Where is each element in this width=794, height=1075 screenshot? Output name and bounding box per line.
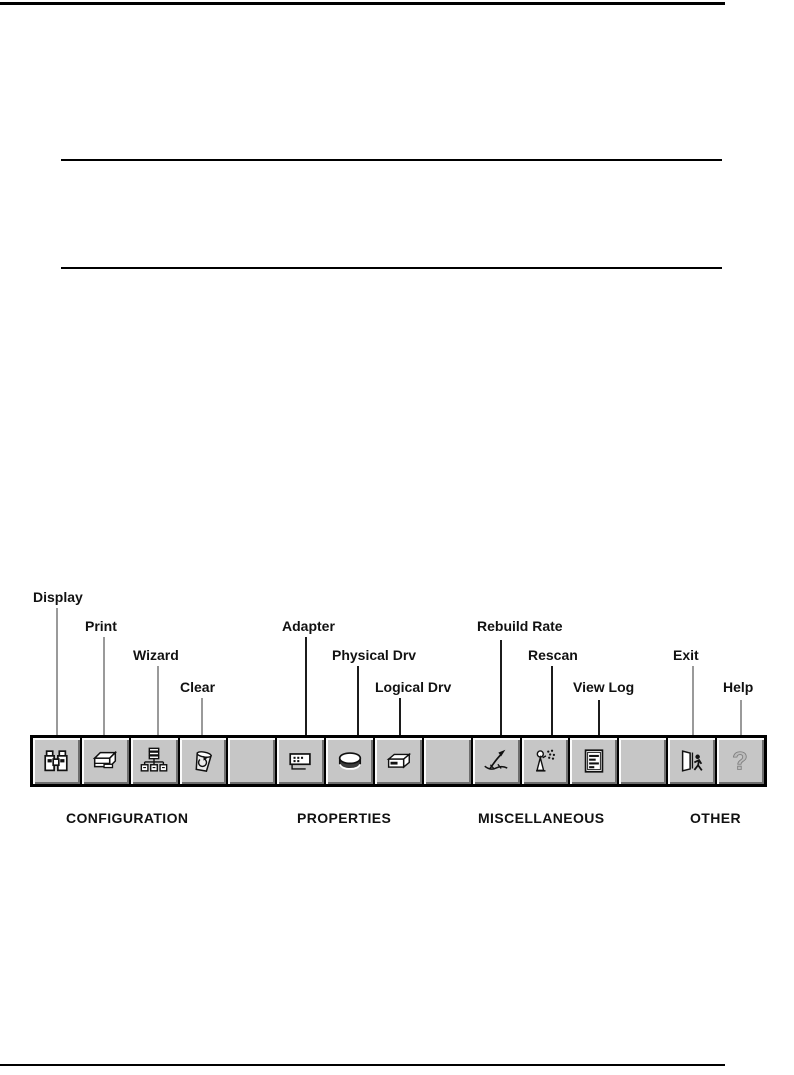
leader-line-wizard — [157, 666, 159, 735]
callout-label-wizard: Wizard — [133, 647, 179, 663]
leader-line-physical-drv — [357, 666, 359, 735]
toolbar-button-exit[interactable] — [668, 738, 715, 784]
leader-line-logical-drv — [399, 698, 401, 735]
toolbar-spacer — [228, 738, 275, 784]
group-label-properties: PROPERTIES — [297, 810, 392, 826]
toolbar-button-adapter[interactable] — [277, 738, 324, 784]
toolbar-button-wizard[interactable] — [131, 738, 178, 784]
toolbar-button-help[interactable] — [717, 738, 764, 784]
toolbar — [30, 735, 767, 787]
toolbar-button-clear[interactable] — [180, 738, 227, 784]
callout-label-rescan: Rescan — [528, 647, 578, 663]
toolbar-spacer — [619, 738, 666, 784]
group-label-miscellaneous: MISCELLANEOUS — [478, 810, 605, 826]
upper-middle-rule — [61, 159, 722, 161]
leader-line-rebuild-rate — [500, 640, 502, 735]
log-document-icon — [579, 746, 609, 776]
leader-line-help — [740, 700, 742, 735]
toolbar-button-rebuild-rate[interactable] — [473, 738, 520, 784]
toolbar-button-rescan[interactable] — [522, 738, 569, 784]
callout-label-physical-drv: Physical Drv — [332, 647, 417, 663]
group-label-other: OTHER — [690, 810, 741, 826]
callout-label-logical-drv: Logical Drv — [375, 679, 452, 695]
callout-label-clear: Clear — [180, 679, 216, 695]
toolbar-spacer — [424, 738, 471, 784]
leader-line-exit — [692, 666, 694, 735]
toolbar-button-view-log[interactable] — [570, 738, 617, 784]
toolbar-button-display[interactable] — [33, 738, 80, 784]
callout-label-rebuild-rate: Rebuild Rate — [477, 618, 563, 634]
leader-line-print — [103, 637, 105, 735]
bottom-rule — [0, 1064, 725, 1066]
broadcast-person-icon — [530, 746, 560, 776]
toolbar-button-print[interactable] — [82, 738, 129, 784]
lower-middle-rule — [61, 267, 722, 269]
group-label-configuration: CONFIGURATION — [66, 810, 189, 826]
leader-line-clear — [201, 698, 203, 735]
trash-icon — [188, 746, 218, 776]
callout-label-display: Display — [33, 589, 83, 605]
drive-box-icon — [383, 746, 413, 776]
adapter-card-icon — [286, 746, 316, 776]
toolbar-button-physical-drv[interactable] — [326, 738, 373, 784]
toolbar-button-logical-drv[interactable] — [375, 738, 422, 784]
binoculars-icon — [41, 746, 71, 776]
callout-label-adapter: Adapter — [282, 618, 335, 634]
gauge-needle-icon — [481, 746, 511, 776]
leader-line-rescan — [551, 666, 553, 735]
printer-icon — [90, 746, 120, 776]
callout-label-help: Help — [723, 679, 754, 695]
org-chart-icon — [139, 746, 169, 776]
exit-door-icon — [677, 746, 707, 776]
leader-line-adapter — [305, 637, 307, 735]
callout-label-print: Print — [85, 618, 117, 634]
callout-label-view-log: View Log — [573, 679, 635, 695]
callout-label-exit: Exit — [673, 647, 699, 663]
top-rule — [0, 2, 725, 5]
leader-line-display — [56, 608, 58, 735]
leader-line-view-log — [598, 700, 600, 735]
disk-platter-icon — [335, 746, 365, 776]
question-mark-icon — [725, 746, 755, 776]
